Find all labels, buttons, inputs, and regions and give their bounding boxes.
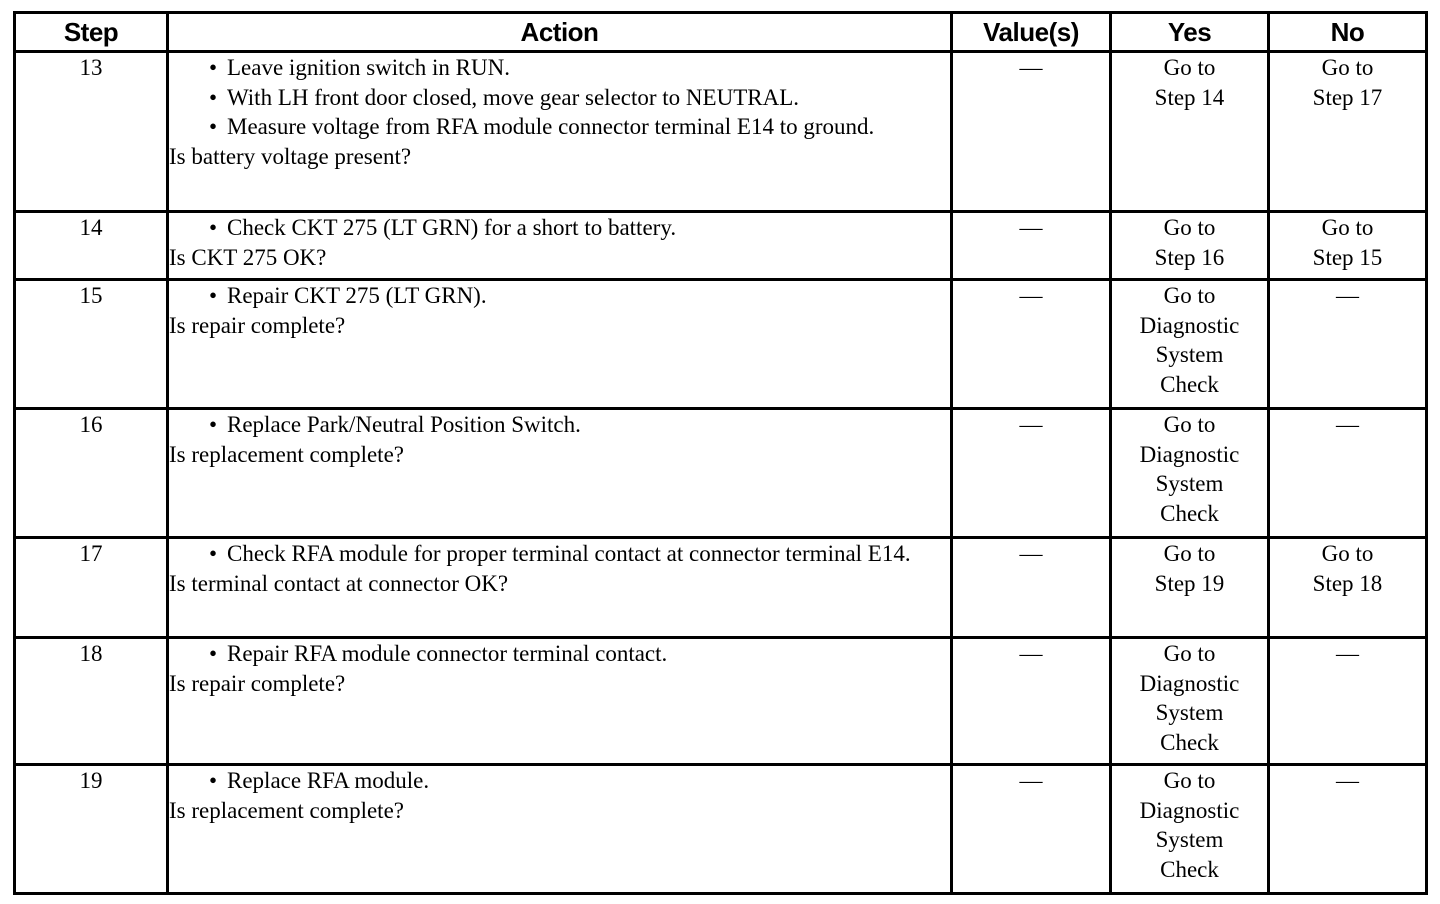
action-question: Is replacement complete? [169, 441, 404, 467]
step-number: 16 [15, 409, 168, 538]
yes-line: Check [1160, 500, 1219, 526]
yes-line: Go to [1163, 55, 1216, 80]
action-cell [168, 212, 952, 280]
no-line: Go to [1321, 541, 1374, 566]
table-row [15, 765, 1427, 894]
yes-cell [1111, 212, 1269, 280]
column-header-values: Value(s) [952, 13, 1111, 52]
action-bullet [169, 83, 950, 113]
table-row [15, 409, 1427, 538]
action-bullet-list [169, 539, 950, 569]
value-text: — [1019, 215, 1043, 240]
action-bullet [169, 539, 950, 569]
step-number: 18 [15, 638, 168, 765]
column-header-no: No [1269, 13, 1427, 52]
action-bullet-text: Check CKT 275 (LT GRN) for a short to battery. [227, 215, 677, 240]
column-header-action: Action [168, 13, 952, 52]
no-cell [1269, 409, 1427, 538]
action-cell [168, 409, 952, 538]
no-line: Step 18 [1312, 570, 1383, 596]
no-line: Step 15 [1312, 244, 1383, 270]
value-text: — [1019, 283, 1043, 308]
action-question: Is repair complete? [169, 670, 346, 696]
yes-line: Go to [1163, 641, 1216, 666]
bullet-icon: • [209, 55, 218, 80]
action-bullet [169, 410, 950, 440]
value-cell [952, 280, 1111, 409]
action-bullet [169, 281, 950, 311]
action-cell [168, 538, 952, 638]
yes-line: Diagnostic [1139, 441, 1240, 467]
no-cell [1269, 212, 1427, 280]
yes-cell [1111, 638, 1269, 765]
bullet-icon: • [209, 283, 218, 308]
bullet-icon: • [209, 84, 218, 110]
action-bullet-text: With LH front door closed, move gear selector to NEUTRAL. [227, 84, 800, 110]
step-number: 17 [15, 538, 168, 638]
step-number: 15 [15, 280, 168, 409]
no-line: — [1336, 412, 1359, 437]
bullet-icon: • [209, 641, 218, 666]
yes-line: Diagnostic [1139, 670, 1240, 696]
yes-line: Diagnostic [1139, 312, 1240, 338]
header-row [15, 13, 1427, 52]
no-cell [1269, 538, 1427, 638]
action-bullet [169, 112, 950, 142]
yes-line: Step 14 [1154, 84, 1225, 110]
no-cell [1269, 280, 1427, 409]
yes-cell [1111, 538, 1269, 638]
bullet-icon: • [209, 215, 218, 240]
no-cell [1269, 638, 1427, 765]
table-row [15, 52, 1427, 212]
yes-line: Check [1160, 856, 1219, 882]
no-line: — [1336, 768, 1359, 793]
yes-cell [1111, 409, 1269, 538]
yes-line: System [1155, 700, 1224, 725]
action-question: Is terminal contact at connector OK? [169, 570, 509, 596]
no-line: — [1336, 283, 1359, 308]
action-bullet-text: Leave ignition switch in RUN. [227, 55, 510, 80]
value-cell [952, 52, 1111, 212]
yes-line: System [1155, 471, 1224, 496]
yes-line: Step 19 [1154, 570, 1225, 596]
action-bullet-text: Repair CKT 275 (LT GRN). [227, 283, 487, 308]
action-bullet-list [169, 766, 950, 796]
action-bullet-text: Replace RFA module. [227, 768, 430, 793]
table-row [15, 638, 1427, 765]
no-line: Go to [1321, 215, 1374, 240]
yes-line: Step 16 [1154, 244, 1225, 270]
no-line: Step 17 [1312, 84, 1383, 110]
value-text: — [1019, 55, 1043, 80]
step-number: 19 [15, 765, 168, 894]
yes-cell [1111, 280, 1269, 409]
yes-line: Go to [1163, 215, 1216, 240]
action-cell [168, 280, 952, 409]
action-cell [168, 52, 952, 212]
value-text: — [1019, 641, 1043, 666]
diagnostic-table [13, 11, 1428, 895]
action-question: Is battery voltage present? [169, 143, 412, 169]
action-bullet-text: Measure voltage from RFA module connector terminal E14 to ground. [227, 114, 875, 139]
action-question: Is repair complete? [169, 312, 346, 338]
action-question: Is CKT 275 OK? [169, 244, 327, 270]
table-row [15, 212, 1427, 280]
table-row [15, 538, 1427, 638]
value-text: — [1019, 768, 1043, 793]
value-cell [952, 638, 1111, 765]
value-cell [952, 765, 1111, 894]
action-bullet-list [169, 53, 950, 142]
action-cell [168, 638, 952, 765]
action-bullet [169, 53, 950, 83]
bullet-icon: • [209, 114, 218, 139]
step-number: 14 [15, 212, 168, 280]
action-bullet [169, 639, 950, 669]
yes-cell [1111, 765, 1269, 894]
yes-line: Check [1160, 371, 1219, 397]
table-body [15, 52, 1427, 894]
yes-line: Go to [1163, 541, 1216, 566]
action-bullet-list [169, 281, 950, 311]
yes-line: Check [1160, 729, 1219, 755]
yes-line: System [1155, 827, 1224, 852]
no-cell [1269, 765, 1427, 894]
value-text: — [1019, 412, 1043, 437]
table-row [15, 280, 1427, 409]
value-cell [952, 538, 1111, 638]
value-text: — [1019, 541, 1043, 566]
yes-line: Go to [1163, 768, 1216, 793]
bullet-icon: • [209, 541, 218, 566]
action-bullet-list [169, 213, 950, 243]
yes-line: Diagnostic [1139, 797, 1240, 823]
value-cell [952, 409, 1111, 538]
action-bullet-list [169, 639, 950, 669]
action-bullet-list [169, 410, 950, 440]
action-question: Is replacement complete? [169, 797, 404, 823]
action-bullet-text: Replace Park/Neutral Position Switch. [227, 412, 581, 437]
no-line: Go to [1321, 55, 1374, 80]
step-number: 13 [15, 52, 168, 212]
bullet-icon: • [209, 768, 218, 793]
no-line: — [1336, 641, 1359, 666]
column-header-yes: Yes [1111, 13, 1269, 52]
yes-cell [1111, 52, 1269, 212]
action-cell [168, 765, 952, 894]
yes-line: Go to [1163, 412, 1216, 437]
no-cell [1269, 52, 1427, 212]
yes-line: Go to [1163, 283, 1216, 308]
yes-line: System [1155, 342, 1224, 367]
action-bullet [169, 766, 950, 796]
value-cell [952, 212, 1111, 280]
bullet-icon: • [209, 412, 218, 437]
action-bullet [169, 213, 950, 243]
action-bullet-text: Repair RFA module connector terminal contact. [227, 641, 668, 666]
action-bullet-text: Check RFA module for proper terminal contact at connector terminal E14. [227, 541, 911, 566]
column-header-step: Step [15, 13, 168, 52]
